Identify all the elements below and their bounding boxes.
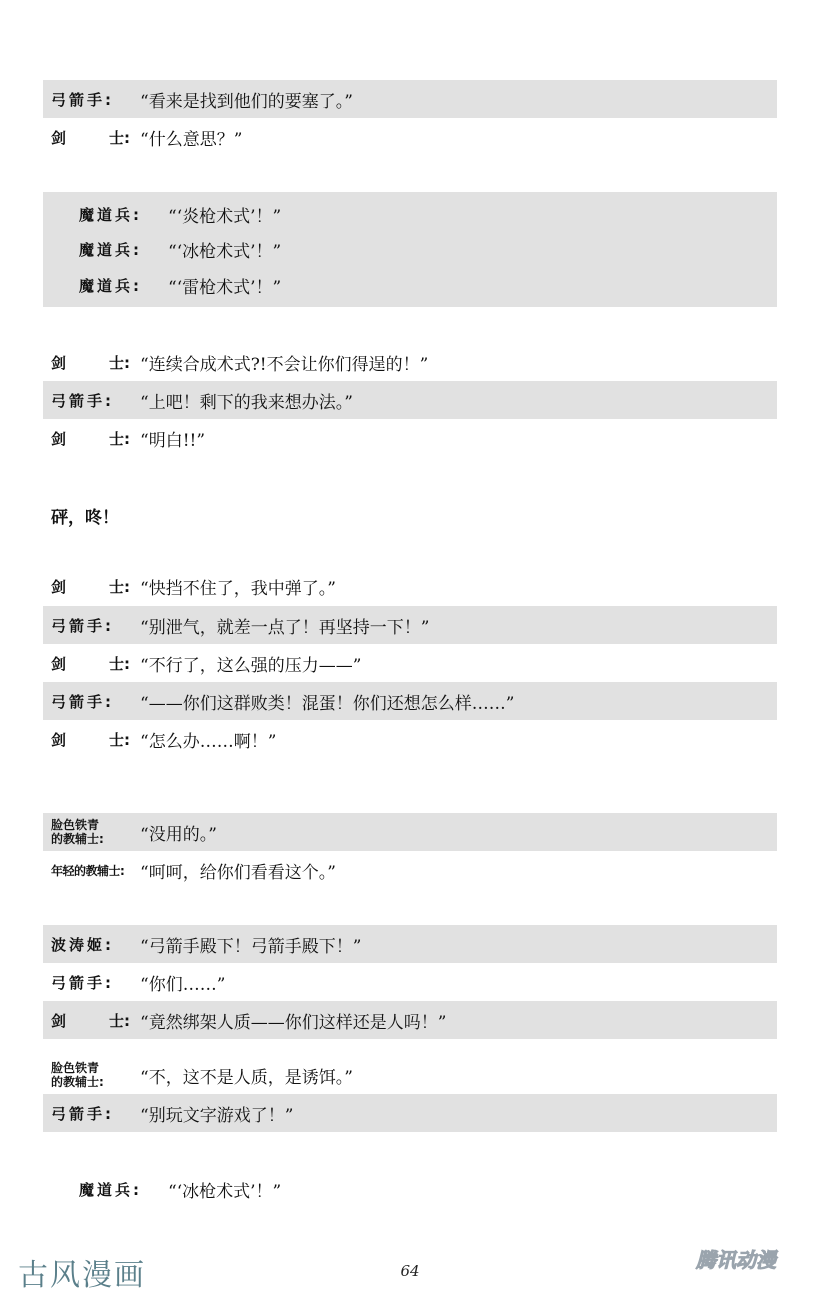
dialogue-line <box>43 266 777 304</box>
dialogue-line <box>43 606 777 644</box>
speaker-label: 弓箭手: <box>51 391 114 410</box>
dialogue-text: “别玩文字游戏了！” <box>140 1105 294 1126</box>
speaker-label: 弓箭手: <box>51 692 114 711</box>
dialogue-text: “什么意思？” <box>140 129 243 150</box>
dialogue-line <box>43 230 777 268</box>
dialogue-text: “明白!!” <box>140 430 206 451</box>
speaker-label: 弓箭手: <box>51 1104 114 1123</box>
speaker-label: 弓箭手: <box>51 616 114 635</box>
speaker-label: 魔道兵: <box>79 205 142 224</box>
dialogue-text: “‘冰枪术式’！” <box>168 1181 282 1202</box>
speaker-label: 弓箭手: <box>51 973 114 992</box>
sound-effect: 砰，咚！ <box>51 507 119 528</box>
speaker-label <box>43 127 140 148</box>
dialogue-line <box>43 644 777 682</box>
dialogue-line <box>43 80 777 118</box>
dialogue-line <box>43 1001 777 1039</box>
dialogue-line <box>43 925 777 963</box>
dialogue-line <box>43 1056 777 1094</box>
dialogue-text: “快挡不住了，我中弹了。” <box>140 578 336 599</box>
dialogue-text: “不，这不是人质，是诱饵。” <box>140 1067 353 1088</box>
dialogue-line <box>43 682 777 720</box>
chant-block <box>43 192 777 307</box>
dialogue-text: “‘雷枪术式’！” <box>168 277 282 298</box>
dialogue-line <box>43 720 777 758</box>
dialogue-text: “别泄气，就差一点了！再坚持一下！” <box>140 617 430 638</box>
dialogue-text: “竟然绑架人质——你们这样还是人吗！” <box>140 1012 447 1033</box>
dialogue-line <box>43 195 777 233</box>
speaker-label: 魔道兵: <box>79 276 142 295</box>
speaker-label: 弓箭手: <box>51 90 114 109</box>
dialogue-line <box>43 1094 777 1132</box>
dialogue-line <box>43 963 777 1001</box>
speaker-label: 剑 士: <box>51 577 131 596</box>
dialogue-text: “不行了，这么强的压力——” <box>140 655 362 676</box>
dialogue-text: “怎么办……啊！” <box>140 731 277 752</box>
speaker-label: 剑 士: <box>51 353 131 372</box>
speaker-label: 脸色铁青 的教辅士: <box>51 1061 104 1089</box>
dialogue-line <box>43 1170 777 1208</box>
dialogue-line <box>43 851 777 889</box>
dialogue-line <box>43 381 777 419</box>
dialogue-text: “上吧！剩下的我来想办法。” <box>140 392 353 413</box>
dialogue-text: “你们……” <box>140 974 226 995</box>
speaker-label: 年轻的教辅士: <box>51 863 125 878</box>
speaker-label: 魔道兵: <box>79 240 142 259</box>
watermark-gufeng-logo: 古风漫画 <box>18 1258 146 1293</box>
dialogue-line <box>43 813 777 851</box>
speaker-char: 剑 <box>51 128 67 147</box>
dialogue-line <box>43 567 777 605</box>
speaker-label: 剑 士: <box>51 1011 131 1030</box>
dialogue-text: “没用的。” <box>140 824 217 845</box>
dialogue-text: “‘炎枪术式’！” <box>168 206 282 227</box>
dialogue-text: “弓箭手殿下！弓箭手殿下！” <box>140 936 362 957</box>
page-number: 64 <box>400 1262 420 1280</box>
dialogue-text: “——你们这群败类！混蛋！你们还想怎么样……” <box>140 693 515 714</box>
speaker-label: 剑 士: <box>51 429 131 448</box>
dialogue-text: “看来是找到他们的要塞了。” <box>140 91 353 112</box>
dialogue-text: “‘冰枪术式’！” <box>168 241 282 262</box>
dialogue-line <box>43 118 777 156</box>
speaker-label: 波涛姬: <box>51 935 114 954</box>
watermark-tencent-logo: 腾讯动漫 <box>696 1247 776 1272</box>
speaker-label: 脸色铁青 的教辅士: <box>51 818 104 846</box>
speaker-label: 剑 士: <box>51 730 131 749</box>
dialogue-text: “连续合成术式?!不会让你们得逞的！” <box>140 354 429 375</box>
speaker-char: 士: <box>109 128 131 147</box>
dialogue-line <box>43 419 777 457</box>
dialogue-text: “呵呵，给你们看看这个。” <box>140 862 336 883</box>
speaker-label: 魔道兵: <box>79 1180 142 1199</box>
dialogue-line <box>43 343 777 381</box>
speaker-label: 剑 士: <box>51 654 131 673</box>
